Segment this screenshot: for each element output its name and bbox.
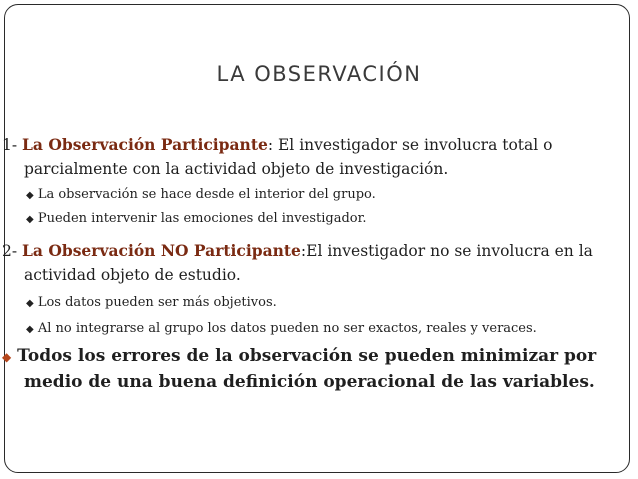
item2-text-a: :El investigador no se involucra en la: [300, 242, 593, 260]
bullet-icon: ◆: [26, 324, 34, 335]
item2-line1: [2, 240, 593, 262]
bullet-icon: ◆: [26, 190, 34, 201]
item2-bullet-1: ◆ Los datos pueden ser más objetivos.: [26, 295, 277, 310]
item2-heading: La Observación NO Participante: [22, 241, 301, 260]
item1-line1: [2, 134, 552, 156]
bullet-icon: ◆: [26, 298, 34, 309]
bullet-icon: ◆: [26, 214, 34, 225]
item1-bullet-2: ◆ Pueden intervenir las emociones del investigador.: [26, 211, 367, 226]
conclusion-line1: ◆ Todos los errores de la observación se pueden minimizar por: [2, 346, 597, 366]
item1-text-a: : El investigador se involucra total o: [267, 136, 553, 154]
bullet-icon: ◆: [2, 350, 12, 364]
item2-bullet-2: ◆ Al no integrarse al grupo los datos pueden no ser exactos, reales y veraces.: [26, 321, 537, 336]
slide-title: LA OBSERVACIÓN: [216, 62, 422, 86]
conclusion-line2: medio de una buena definición operacional de las variables.: [24, 372, 595, 392]
item2-line2: actividad objeto de estudio.: [24, 266, 241, 284]
item1-bullet-1: ◆ La observación se hace desde el interior del grupo.: [26, 187, 376, 202]
item2-number: 2-: [2, 242, 23, 260]
item1-line2: parcialmente con la actividad objeto de investigación.: [24, 160, 449, 178]
item1-number: 1-: [2, 136, 23, 154]
item1-heading: La Observación Participante: [22, 135, 268, 154]
